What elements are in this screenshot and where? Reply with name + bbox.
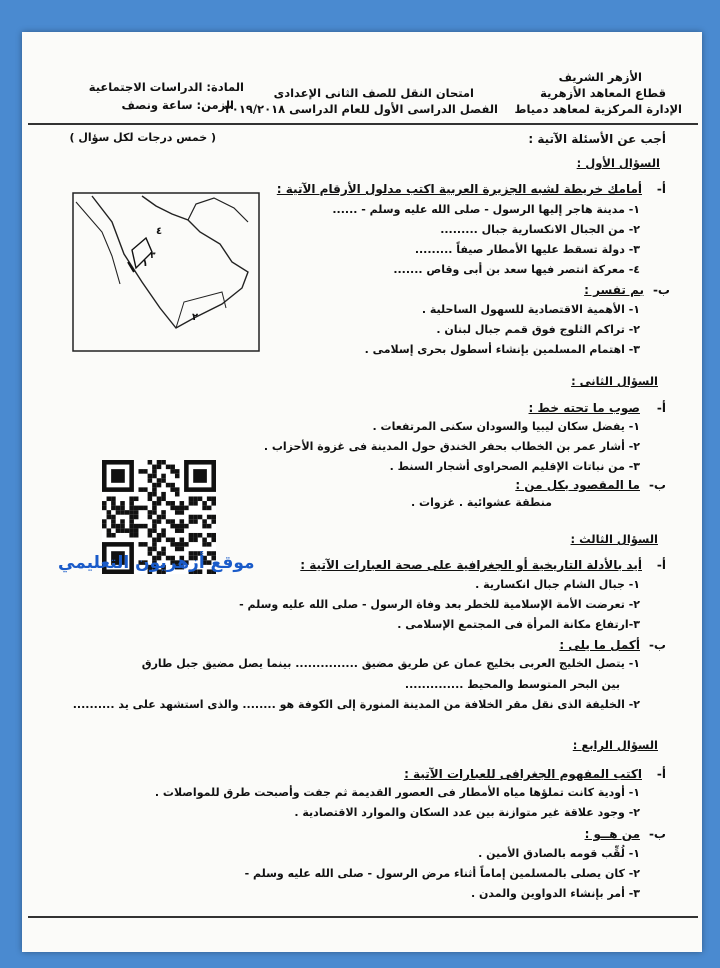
arabian-peninsula-map [72, 192, 260, 352]
q1-b-label: ب- [652, 283, 670, 297]
q4-a-text: اكتب المفهوم الجغرافى للعبارات الآتية : [404, 767, 642, 781]
instructions: أجب عن الأسئلة الآتية : [528, 132, 666, 146]
q3-b-text: أكمل ما يلى : [559, 638, 640, 652]
subject-label: المادة: الدراسات الاجتماعية [88, 80, 244, 94]
header-institution-3: الإدارة المركزية لمعاهد دمياط [514, 102, 682, 116]
q2-a-item-1: ١- يفضل سكان ليبيا والسودان سكنى المرتفعات . [372, 420, 640, 433]
q4-b-item-1: ١- لُقِّب قومه بالصادق الأمين . [478, 847, 640, 860]
exam-title: امتحان النقل للصف الثانى الإعدادى [273, 86, 474, 100]
q3-a-item-1: ١- جبال الشام جبال انكسارية . [475, 578, 640, 591]
q3-b-item-1: ١- يتصل الخليج العربى بخليج عمان عن طريق مضيق ............... بينما يصل مضيق جبل طارق [141, 657, 640, 670]
q1-title: السؤال الأول : [576, 156, 660, 170]
q4-b-item-3: ٣- أمر بإنشاء الدواوين والمدن . [471, 887, 640, 900]
q1-a-item-2: ٢- من الجبال الانكسارية جبال ......... [440, 223, 640, 236]
exam-term: الفصل الدراسى الأول للعام الدراسى ٢٠١٩/٢٠١٨ [224, 102, 498, 116]
q2-b-text: ما المقصود بكل من : [515, 478, 640, 492]
q2-title: السؤال الثانى : [571, 374, 658, 388]
q3-b-item-2: ٢- الخليفة الذى نقل مقر الخلافة من المدينة المنورة إلى الكوفة هو ........ والذى استشهد على يد .......... [72, 698, 640, 711]
q1-a-item-3: ٣- دولة تسقط عليها الأمطار صيفاً ......... [414, 243, 640, 256]
q1-a-item-1: ١- مدينة هاجر إليها الرسول - صلى الله عليه وسلم - ...... [332, 203, 640, 216]
q1-b-item-1: ١- الأهمية الاقتصادية للسهول الساحلية . [421, 303, 640, 316]
grades-note: ( خمس درجات لكل سؤال ) [69, 131, 216, 144]
q1-a-item-4: ٤- معركة انتصر فيها سعد بن أبى وقاص ....... [393, 263, 640, 276]
q3-b-label: ب- [648, 638, 666, 652]
q2-b-label: ب- [648, 478, 666, 492]
footer-divider [28, 916, 698, 918]
map-label-4: ٤ [156, 226, 163, 237]
map-label-1: ١ [142, 258, 149, 269]
q4-a-item-1: ١- أودية كانت تملؤها مياه الأمطار فى العصور القديمة ثم جفت وأصبحت طرق للمواصلات . [154, 786, 640, 799]
q2-a-label: أ- [656, 401, 666, 415]
map-label-2: ٢ [192, 312, 199, 323]
q3-a-item-2: ٢- تعرضت الأمة الإسلامية للخطر بعد وفاة الرسول - صلى الله عليه وسلم - [239, 598, 640, 611]
q4-title: السؤال الرابع : [572, 738, 658, 752]
q2-a-text: صوب ما تحته خط : [528, 401, 640, 415]
q1-b-text: بم تفسر : [584, 283, 644, 297]
q3-a-text: أيد بالأدلة التاريخية أو الجغرافية على صحة العبارات الآتية : [300, 558, 642, 572]
q4-a-label: أ- [656, 767, 666, 781]
q4-b-label: ب- [648, 827, 666, 841]
q4-b-text: من هــو : [584, 827, 640, 841]
q1-a-text: أمامك خريطة لشبه الجزيرة العربية اكتب مدلول الأرقام الآتية : [276, 182, 642, 196]
q2-b-items: منطقة عشوائية . غزوات . [411, 496, 552, 509]
map-label-3: ٣ [150, 251, 156, 261]
q4-a-item-2: ٢- وجود علاقة غير متوازنة بين عدد السكان والموارد الاقتصادية . [294, 806, 640, 819]
header-institution-2: قطاع المعاهد الأزهرية [540, 86, 666, 100]
q1-b-item-2: ٢- تراكم الثلوج فوق قمم جبال لبنان . [436, 323, 640, 336]
header-institution-1: الأزهر الشريف [558, 70, 642, 84]
q3-b-item-1-cont: بين البحر المتوسط والمحيط .............. [404, 678, 620, 691]
q3-a-item-3: ٣-ارتفاع مكانة المرأة فى المجتمع الإسلامى . [397, 618, 640, 631]
q1-a-label: أ- [656, 182, 666, 196]
header-divider [28, 123, 698, 125]
time-label: الزمن: ساعة ونصف [121, 98, 234, 112]
watermark-site-name: موقع أزهريون التعليمي [58, 553, 255, 573]
q1-b-item-3: ٣- اهتمام المسلمين بإنشاء أسطول بحرى إسلامى . [364, 343, 640, 356]
q2-a-item-3: ٣- من نباتات الإقليم الصحراوى أشجار السنط . [389, 460, 640, 473]
q3-a-label: أ- [656, 558, 666, 572]
q3-title: السؤال الثالث : [570, 532, 658, 546]
q4-b-item-2: ٢- كان يصلى بالمسلمين إماماً أثناء مرض الرسول - صلى الله عليه وسلم - [244, 867, 640, 880]
q2-a-item-2: ٢- أشار عمر بن الخطاب بحفر الخندق حول المدينة فى غزوة الأحزاب . [263, 440, 640, 453]
exam-paper [22, 32, 702, 952]
